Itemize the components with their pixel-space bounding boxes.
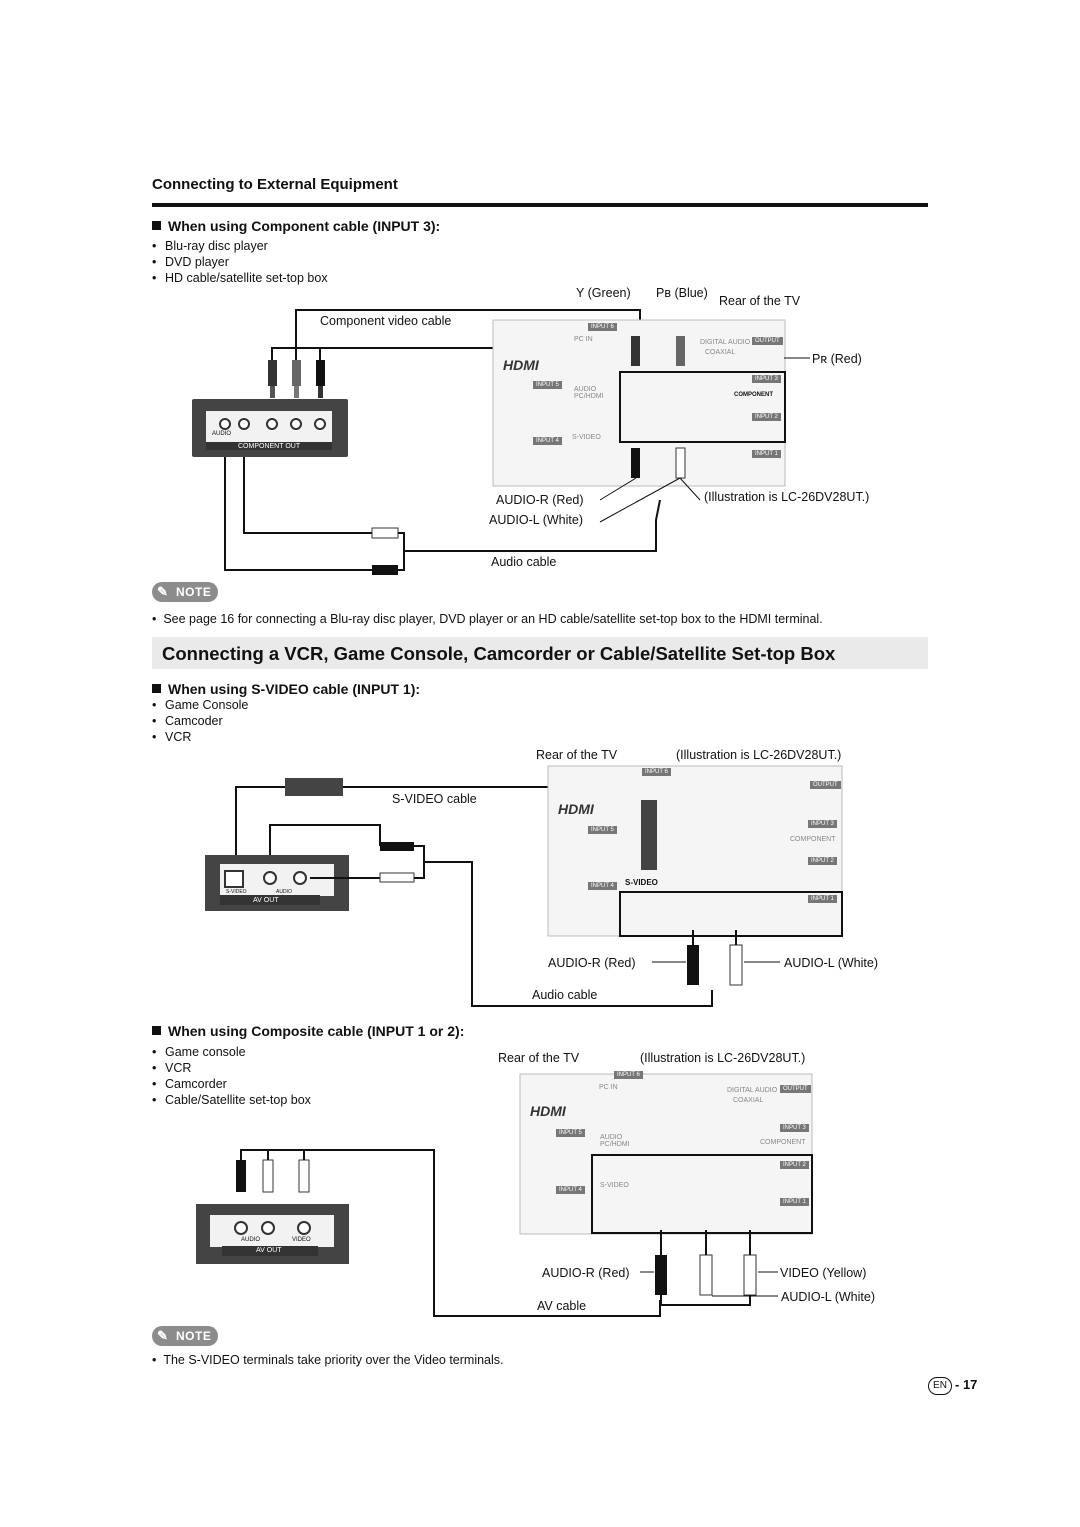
list-item: • Game Console bbox=[152, 697, 248, 713]
device-audio-label: AUDIO bbox=[241, 1237, 261, 1243]
output-tag: OUTPUT bbox=[752, 337, 783, 345]
component-label: COMPONENT bbox=[760, 1139, 806, 1146]
svideo-heading: When using S-VIDEO cable (INPUT 1): bbox=[152, 681, 420, 697]
language-badge: EN bbox=[928, 1377, 952, 1395]
banner-heading: Connecting a VCR, Game Console, Camcorder or Cable/Satellite Set-top Box bbox=[152, 637, 928, 669]
input2-tag: INPUT 2 bbox=[808, 857, 837, 865]
audio-r-label: AUDIO-R (Red) bbox=[542, 1266, 630, 1280]
input5-tag: INPUT 5 bbox=[533, 381, 562, 389]
rear-tv-label: Rear of the TV bbox=[498, 1051, 580, 1065]
av-cable-label: AV cable bbox=[537, 1299, 587, 1313]
input3-tag: INPUT 3 bbox=[752, 375, 781, 383]
input3-tag: INPUT 3 bbox=[780, 1124, 809, 1132]
audio-l-label: AUDIO-L (White) bbox=[784, 956, 878, 970]
pc-in-label: PC IN bbox=[574, 336, 593, 343]
component-label: COMPONENT bbox=[734, 392, 773, 398]
input1-tag: INPUT 1 bbox=[780, 1198, 809, 1206]
pr-red-label: Pʀ (Red) bbox=[812, 352, 862, 366]
audio-r-label: AUDIO-R (Red) bbox=[496, 493, 584, 507]
audio-cable-label: Audio cable bbox=[532, 988, 598, 1002]
audio-l-label: AUDIO-L (White) bbox=[489, 513, 583, 527]
pencil-icon: ✎ bbox=[157, 1328, 168, 1343]
audio-pc-label: AUDIO PC/HDMI bbox=[574, 386, 604, 400]
list-item: • Cable/Satellite set-top box bbox=[152, 1092, 311, 1108]
composite-heading: When using Composite cable (INPUT 1 or 2): bbox=[152, 1023, 464, 1039]
input4-tag: INPUT 4 bbox=[533, 437, 562, 445]
hdmi-logo: HDMI bbox=[558, 801, 594, 817]
y-green-label: Y (Green) bbox=[576, 286, 631, 300]
device-svideo-label: S-VIDEO bbox=[226, 889, 247, 895]
list-item: • Camcoder bbox=[152, 713, 248, 729]
input1-tag: INPUT 1 bbox=[752, 450, 781, 458]
component-cable-label: Component video cable bbox=[320, 314, 452, 328]
coaxial-label: COAXIAL bbox=[705, 349, 736, 356]
video-yellow-label: VIDEO (Yellow) bbox=[780, 1266, 867, 1280]
page-number: - 17 bbox=[955, 1377, 978, 1392]
audio-l-label: AUDIO-L (White) bbox=[781, 1290, 875, 1304]
rear-tv-label: Rear of the TV bbox=[536, 748, 618, 762]
pencil-icon: ✎ bbox=[157, 584, 168, 599]
component-heading: When using Component cable (INPUT 3): bbox=[152, 218, 440, 234]
av-out-label: AV OUT bbox=[256, 1247, 282, 1254]
input2-tag: INPUT 2 bbox=[752, 413, 781, 421]
note-text: • See page 16 for connecting a Blu-ray disc player, DVD player or an HD cable/satellite set-top box to the HDMI terminal. bbox=[152, 612, 823, 626]
list-item: • VCR bbox=[152, 729, 248, 745]
coaxial-label: COAXIAL bbox=[733, 1097, 764, 1104]
input5-tag: INPUT 5 bbox=[588, 826, 617, 834]
device-audio-label: AUDIO bbox=[276, 889, 292, 895]
input6-tag: INPUT 6 bbox=[642, 768, 671, 776]
pc-in-label: PC IN bbox=[599, 1084, 618, 1091]
note-badge: ✎ NOTE bbox=[152, 582, 218, 602]
audio-r-label: AUDIO-R (Red) bbox=[548, 956, 636, 970]
input6-tag: INPUT 6 bbox=[588, 323, 617, 331]
pb-blue-label: Pʙ (Blue) bbox=[656, 286, 708, 300]
input4-tag: INPUT 4 bbox=[556, 1186, 585, 1194]
input1-tag: INPUT 1 bbox=[808, 895, 837, 903]
illus-label: (Illustration is LC-26DV28UT.) bbox=[704, 490, 870, 504]
list-item: • Camcorder bbox=[152, 1076, 311, 1092]
illus-label: (Illustration is LC-26DV28UT.) bbox=[640, 1051, 806, 1065]
device-audio-label: AUDIO bbox=[212, 431, 232, 437]
section-title: Connecting to External Equipment bbox=[152, 176, 398, 193]
svideo-label: S-VIDEO bbox=[600, 1182, 629, 1189]
input6-tag: INPUT 6 bbox=[614, 1071, 643, 1079]
input5-tag: INPUT 5 bbox=[556, 1129, 585, 1137]
output-tag: OUTPUT bbox=[810, 781, 841, 789]
list-item: • Blu-ray disc player bbox=[152, 238, 328, 254]
component-label: COMPONENT bbox=[790, 836, 836, 843]
illus-label: (Illustration is LC-26DV28UT.) bbox=[676, 748, 842, 762]
note-text: • The S-VIDEO terminals take priority over the Video terminals. bbox=[152, 1353, 504, 1367]
hdmi-logo: HDMI bbox=[530, 1103, 566, 1119]
input3-tag: INPUT 3 bbox=[808, 820, 837, 828]
audio-pc-label: AUDIO PC/HDMI bbox=[600, 1134, 630, 1148]
audio-cable-label: Audio cable bbox=[491, 555, 557, 569]
list-item: • Game console bbox=[152, 1044, 311, 1060]
output-tag: OUTPUT bbox=[780, 1085, 811, 1093]
note-badge: ✎ NOTE bbox=[152, 1326, 218, 1346]
av-out-label: AV OUT bbox=[253, 897, 279, 904]
rear-tv-label: Rear of the TV bbox=[719, 294, 801, 308]
hdmi-logo: HDMI bbox=[503, 357, 539, 373]
digital-audio-label: DIGITAL AUDIO bbox=[700, 339, 751, 346]
component-out-label: COMPONENT OUT bbox=[238, 443, 301, 450]
svideo-label: S-VIDEO bbox=[572, 434, 601, 441]
svideo-label: S-VIDEO bbox=[625, 878, 658, 887]
list-item: • VCR bbox=[152, 1060, 311, 1076]
list-item: • HD cable/satellite set-top box bbox=[152, 270, 328, 286]
list-item: • DVD player bbox=[152, 254, 328, 270]
svideo-cable-label: S-VIDEO cable bbox=[392, 792, 477, 806]
input2-tag: INPUT 2 bbox=[780, 1161, 809, 1169]
input4-tag: INPUT 4 bbox=[588, 882, 617, 890]
device-video-label: VIDEO bbox=[292, 1237, 311, 1243]
digital-audio-label: DIGITAL AUDIO bbox=[727, 1087, 778, 1094]
